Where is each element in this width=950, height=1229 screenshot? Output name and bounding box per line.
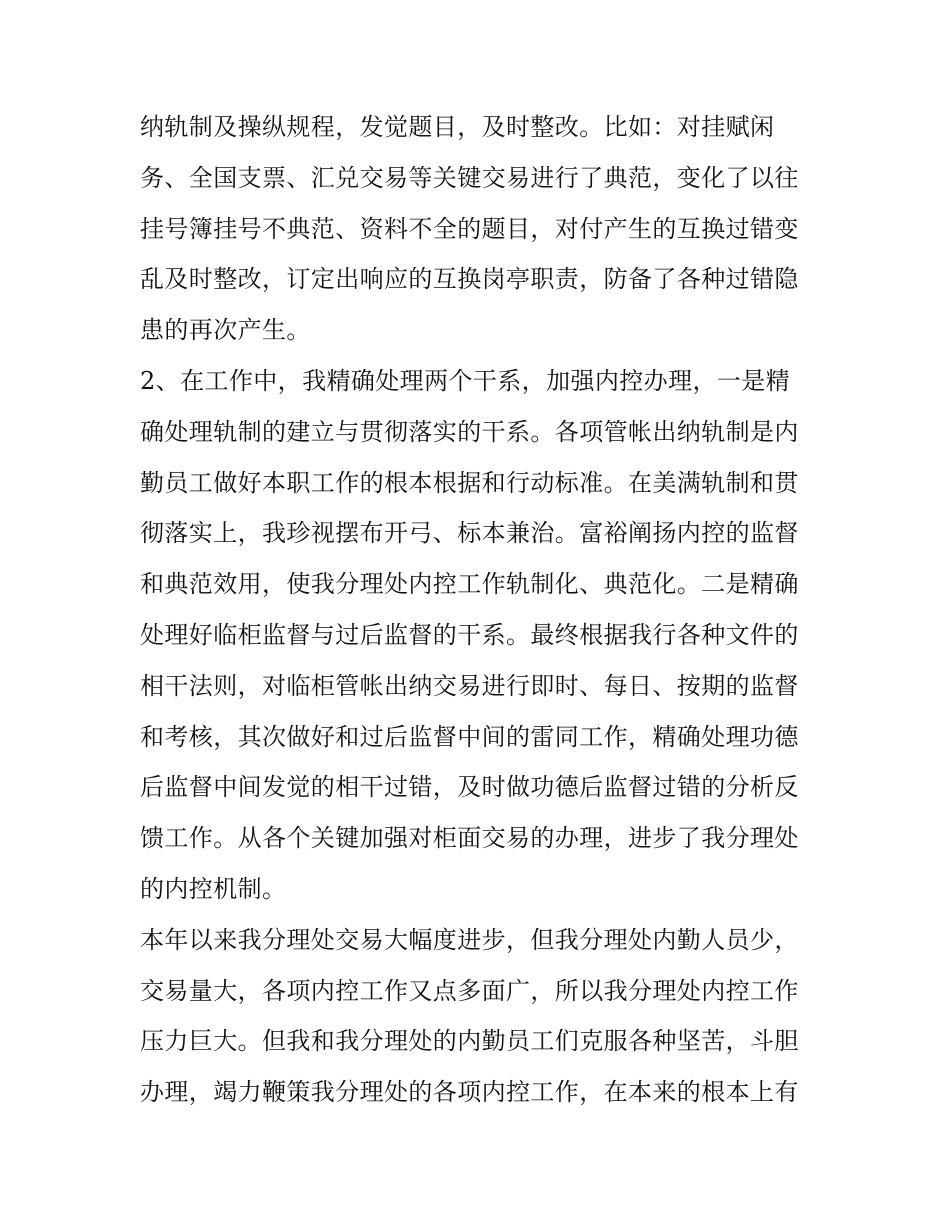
- text-line: 压力巨大。但我和我分理处的内勤员工们克服各种坚苦，斗胆: [140, 1027, 799, 1056]
- text-line: 后监督中间发觉的相干过错，及时做功德后监督过错的分析反: [140, 773, 799, 802]
- text-line: 和典范效用，使我分理处内控工作轨制化、典范化。二是精确: [140, 570, 799, 599]
- body-text: [140, 102, 820, 1118]
- text-line: 2、在工作中，我精确处理两个干系，加强内控办理，一是精: [140, 366, 791, 395]
- text-line: 的内控机制。: [140, 874, 287, 903]
- text-line: 彻落实上，我珍视摆布开弓、标本兼治。富裕阐扬内控的监督: [140, 519, 799, 548]
- text-line: 和考核，其次做好和过后监督中间的雷同工作，精确处理功德: [140, 722, 799, 751]
- text-line: 患的再次产生。: [140, 316, 311, 345]
- text-line: 交易量大，各项内控工作又点多面广，所以我分理处内控工作: [140, 976, 799, 1005]
- text-line: 乱及时整改，订定出响应的互换岗亭职责，防备了各种过错隐: [140, 265, 799, 294]
- text-line: 挂号簿挂号不典范、资料不全的题目，对付产生的互换过错变: [140, 214, 799, 243]
- text-line: 确处理轨制的建立与贯彻落实的干系。各项管帐出纳轨制是内: [140, 417, 799, 446]
- text-line: 馈工作。从各个关键加强对柜面交易的办理，进步了我分理处: [140, 824, 799, 853]
- text-line: 本年以来我分理处交易大幅度进步，但我分理处内勤人员少，: [140, 925, 799, 954]
- text-line: 务、全国支票、汇兑交易等关键交易进行了典范，变化了以往: [140, 163, 799, 192]
- text-line: 纳轨制及操纵规程，发觉题目，及时整改。比如：对挂赋闲: [140, 113, 775, 141]
- text-line: 处理好临柜监督与过后监督的干系。最终根据我行各种文件的: [140, 620, 799, 649]
- text-line: 办理，竭力鞭策我分理处的各项内控工作，在本来的根本上有: [140, 1078, 799, 1107]
- text-line: 勤员工做好本职工作的根本根据和行动标准。在美满轨制和贯: [140, 468, 799, 497]
- text-line: 相干法则，对临柜管帐出纳交易进行即时、每日、按期的监督: [140, 671, 799, 700]
